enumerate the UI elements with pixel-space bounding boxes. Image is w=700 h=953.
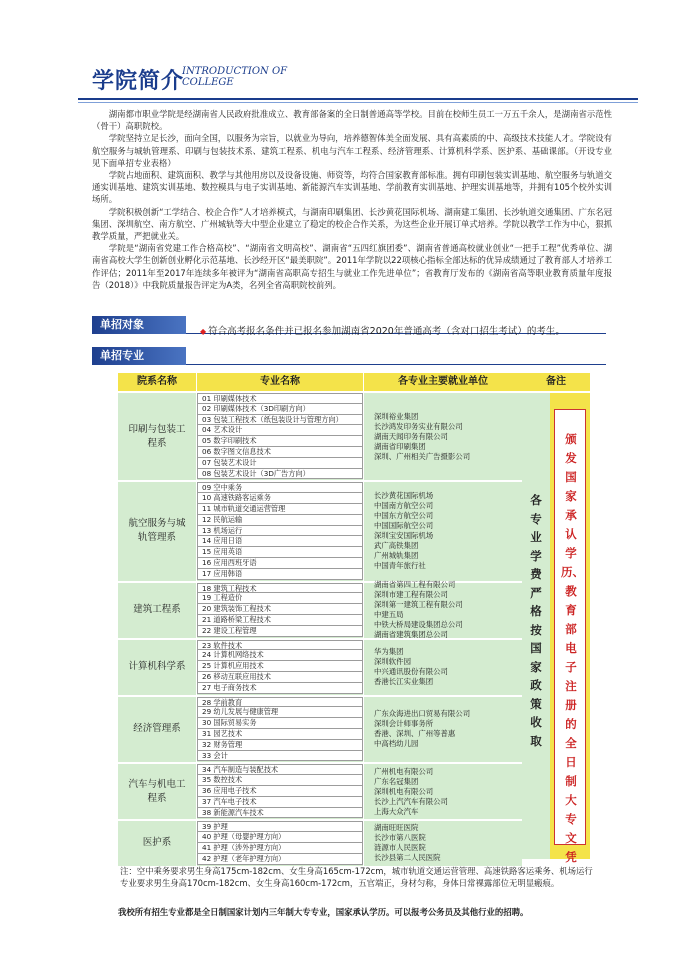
major-item: 33 会计 xyxy=(197,751,363,762)
department-name: 建筑工程系 xyxy=(118,583,196,639)
major-item: 18 建筑工程技术 xyxy=(197,583,363,594)
fee-note: 各专业学费严格按国家政策收取 xyxy=(530,493,542,748)
major-item: 35 数控技术 xyxy=(197,775,363,786)
employer-item: 广东众海进出口贸易有限公司 xyxy=(374,709,471,719)
employer-item: 中建五局 xyxy=(374,610,404,620)
section-target-text xyxy=(200,323,565,337)
section-divider xyxy=(186,364,606,365)
department-name: 经济管理系 xyxy=(118,697,196,764)
remark-box xyxy=(554,409,586,864)
employer-item: 涟源市人民医院 xyxy=(374,843,426,853)
employer-item: 香港、深圳、广州等普惠 xyxy=(374,729,456,739)
enrollment-note: 我校所有招生专业都是全日制国家计划内三年制大专专业，国家承认学历。可以报考公务员及其他行业的招聘。 xyxy=(118,907,529,917)
department-name: 医护系 xyxy=(118,821,196,866)
major-item: 21 道路桥梁工程技术 xyxy=(197,615,363,626)
employer-item: 中国东方航空公司 xyxy=(374,511,434,521)
major-item: 06 数字图文信息技术 xyxy=(197,447,363,458)
department-name: 航空服务与城轨管理系 xyxy=(118,482,196,581)
employer-item: 长沙黄花国际机场 xyxy=(374,491,434,501)
employer-item: 广州城轨集团 xyxy=(374,551,419,561)
intro-paragraph: 学院占地面积、建筑面积、教学与其他用房以及设备设施、师资等，均符合国家教育部标准。拥有印刷包装实训基地、航空服务与轨道交通实训基地、建筑实训基地、数控模具与电子实训基地、新能源汽车实训基地、学前教育实训基地、护理实训基地等，并拥有105个校外实训场所。 xyxy=(92,170,612,205)
title-underline-thin xyxy=(78,102,638,103)
header-employers: 各专业主要就业单位 xyxy=(364,373,522,391)
employer-item: 深圳、广州相关广告摄影公司 xyxy=(374,451,471,461)
employer-list xyxy=(364,640,522,696)
employer-item: 湖南天闻印务有限公司 xyxy=(374,431,448,441)
remark-text: 颁发国家承认学历、教育部电子注册的全日制大专文凭 xyxy=(561,432,584,864)
major-item: 10 高速铁路客运乘务 xyxy=(197,493,363,504)
diamond-icon: ◆ xyxy=(200,327,207,336)
major-item: 08 包装艺术设计（3D广告方向） xyxy=(197,469,363,480)
major-item: 16 应用西班牙语 xyxy=(197,558,363,569)
page-header xyxy=(78,62,638,102)
major-item: 05 数字印刷技术 xyxy=(197,436,363,447)
employer-item: 深圳市建工程有限公司 xyxy=(374,590,448,600)
fee-column xyxy=(522,393,550,859)
department-name: 汽车与机电工程系 xyxy=(118,764,196,820)
employer-item: 长沙上汽汽车有限公司 xyxy=(374,796,448,806)
major-item: 31 园艺技术 xyxy=(197,729,363,740)
employer-item: 广州机电有限公司 xyxy=(374,766,434,776)
intro-paragraph: 学院是“湖南省党建工作合格高校”、“湖南省文明高校”、湖南省“五四红旗团委”、湖南省普通高校就业创业“一把手工程”优秀单位、湖南省高校大学生创新创业孵化示范基地、长沙经开区“最美职院”。2011年学院以22项核心指标全部达标的优异成绩通过了教育部人才培养工作评估；2011年至2017年连续多年被评为“湖南省高职高专招生与就业工作先进单位”；省教育厅发布的《湖南省高等职业教育质量年度报告（2018）》中我院质量报告评定为A类，名列全省高职院校前列。 xyxy=(92,243,612,290)
major-item: 07 包装艺术设计 xyxy=(197,458,363,469)
employer-item: 华为集团 xyxy=(374,647,404,657)
employer-item: 香港长江实业集团 xyxy=(374,677,434,687)
intro-paragraph: 学院积极创新“工学结合、校企合作”人才培养模式，与湖南印刷集团、长沙黄花国际机场、湖南建工集团、长沙轨道交通集团、广东名冠集团、深圳航空、南方航空、广州城轨等大中型企业建立了稳定的校企合作关系，为这些企业开展订单式培养。学院以教学工作为中心，狠抓教学质量，严把就业关。 xyxy=(92,206,612,242)
employer-item: 湖南旺旺医院 xyxy=(374,823,419,833)
major-item: 38 新能源汽车技术 xyxy=(197,808,363,819)
major-item: 11 城市轨道交通运营管理 xyxy=(197,504,363,515)
major-list xyxy=(197,482,363,581)
employer-item: 深圳宝安国际机场 xyxy=(374,531,434,541)
employer-item: 湖南省印刷集团 xyxy=(374,441,426,451)
page-title: 学院简介 xyxy=(92,69,185,94)
major-item: 29 幼儿发展与健康管理 xyxy=(197,707,363,718)
employer-list xyxy=(364,580,522,640)
major-item: 14 应用日语 xyxy=(197,536,363,547)
employer-item: 中高档幼儿园 xyxy=(374,739,419,749)
employer-list xyxy=(364,821,522,866)
employer-list xyxy=(364,697,522,764)
major-item: 24 计算机网络技术 xyxy=(197,650,363,661)
employer-item: 深圳机电有限公司 xyxy=(374,786,434,796)
header-remark: 备注 xyxy=(522,373,590,391)
major-item: 32 财务管理 xyxy=(197,740,363,751)
major-item: 15 应用英语 xyxy=(197,547,363,558)
major-item: 17 应用韩语 xyxy=(197,569,363,580)
employer-list xyxy=(364,393,522,481)
section-label-target: 单招对象 xyxy=(92,316,186,334)
major-item: 22 建设工程管理 xyxy=(197,626,363,637)
intro-paragraph: 湖南都市职业学院是经湖南省人民政府批准成立、教育部备案的全日制普通高等学校。目前在校师生员工一万五千余人，是湖南省示范性（骨干）高职院校。 xyxy=(92,109,612,132)
remark-column xyxy=(550,393,590,864)
major-item: 37 汽车电子技术 xyxy=(197,797,363,808)
department-name: 计算机科学系 xyxy=(118,640,196,696)
employer-item: 中铁大桥局建设集团总公司 xyxy=(374,620,463,630)
title-underline xyxy=(78,98,638,100)
major-item: 39 护理 xyxy=(197,821,363,832)
major-item: 30 国际贸易实务 xyxy=(197,718,363,729)
header-department: 院系名称 xyxy=(118,373,196,391)
employer-item: 中国青年旅行社 xyxy=(374,561,426,571)
employer-item: 中国国际航空公司 xyxy=(374,521,434,531)
major-item: 28 学前教育 xyxy=(197,697,363,708)
employer-item: 长沙鸿发印务实业有限公司 xyxy=(374,421,463,431)
employer-item: 深圳软件园 xyxy=(374,657,411,667)
employer-list xyxy=(364,482,522,581)
major-list xyxy=(197,821,363,866)
employer-list xyxy=(364,764,522,820)
major-item: 27 电子商务技术 xyxy=(197,683,363,694)
major-item: 41 护理（涉外护理方向） xyxy=(197,843,363,854)
major-item: 09 空中乘务 xyxy=(197,482,363,493)
majors-table xyxy=(118,373,590,864)
major-item: 42 护理（老年护理方向） xyxy=(197,854,363,865)
target-description: 符合高考报名条件并已报名参加湖南省2020年普通高考（含对口招生考试）的考生。 xyxy=(208,326,565,337)
major-item: 12 民航运输 xyxy=(197,515,363,526)
employer-item: 长沙县第二人民医院 xyxy=(374,853,441,863)
major-list xyxy=(197,640,363,696)
major-list xyxy=(197,583,363,639)
employer-item: 上海大众汽车 xyxy=(374,806,419,816)
employer-item: 中兴通讯股份有限公司 xyxy=(374,667,448,677)
employer-item: 深圳会计师事务所 xyxy=(374,719,434,729)
major-list xyxy=(197,764,363,820)
intro-text xyxy=(92,108,612,291)
employer-item: 广东名冠集团 xyxy=(374,776,419,786)
major-item: 04 艺术设计 xyxy=(197,425,363,436)
major-item: 02 印刷媒体技术（3D印刷方向） xyxy=(197,404,363,415)
header-major: 专业名称 xyxy=(197,373,363,391)
subtitle-line-2: COLLEGE xyxy=(182,77,234,88)
page-subtitle xyxy=(182,66,287,88)
employer-item: 深圳裕业集团 xyxy=(374,411,419,421)
subtitle-line-1: INTRODUCTION OF xyxy=(182,66,288,77)
major-item: 25 计算机应用技术 xyxy=(197,661,363,672)
major-item: 19 工程造价 xyxy=(197,593,363,604)
major-item: 23 软件技术 xyxy=(197,640,363,651)
major-item: 40 护理（母婴护理方向） xyxy=(197,832,363,843)
intro-paragraph: 学院坚持立足长沙，面向全国，以服务为宗旨，以就业为导向，培养德智体美全面发展、具有高素质的中、高级技术技能人才。学院设有航空服务与城轨管理系、印刷与包装技术系、建筑工程系、机电与汽车工程系、经济管理系、计算机科学系、医护系、基础课部。（开设专业见下面单招专业表格） xyxy=(92,133,612,168)
employer-item: 深圳第一建筑工程有限公司 xyxy=(374,600,463,610)
major-item: 13 机场运行 xyxy=(197,526,363,537)
major-item: 03 包装工程技术（纸包装设计与管理方向） xyxy=(197,415,363,426)
employer-item: 中国南方航空公司 xyxy=(374,501,434,511)
employer-item: 武广高铁集团 xyxy=(374,541,419,551)
employer-item: 湖南省第四工程有限公司 xyxy=(374,580,456,590)
employer-item: 湖南省建筑集团总公司 xyxy=(374,630,448,640)
major-list xyxy=(197,697,363,764)
major-item: 20 建筑装饰工程技术 xyxy=(197,604,363,615)
section-label-majors: 单招专业 xyxy=(92,347,186,365)
major-list xyxy=(197,393,363,481)
major-item: 36 应用电子技术 xyxy=(197,786,363,797)
department-name: 印刷与包装工程系 xyxy=(118,393,196,481)
major-item: 26 移动互联应用技术 xyxy=(197,672,363,683)
major-item: 34 汽车制造与装配技术 xyxy=(197,764,363,775)
employer-item: 长沙市第八医院 xyxy=(374,833,426,843)
footnote: 注：空中乘务要求男生身高175cm-182cm、女生身高165cm-172cm，城市轨道交通运营管理、高速铁路客运乘务、机场运行专业要求男生身高170cm-182cm、女生身高160cm-172cm，五官端正，身材匀称，身体日常裸露部位无明显瘢痕。 xyxy=(120,866,593,888)
major-item: 01 印刷媒体技术 xyxy=(197,393,363,404)
